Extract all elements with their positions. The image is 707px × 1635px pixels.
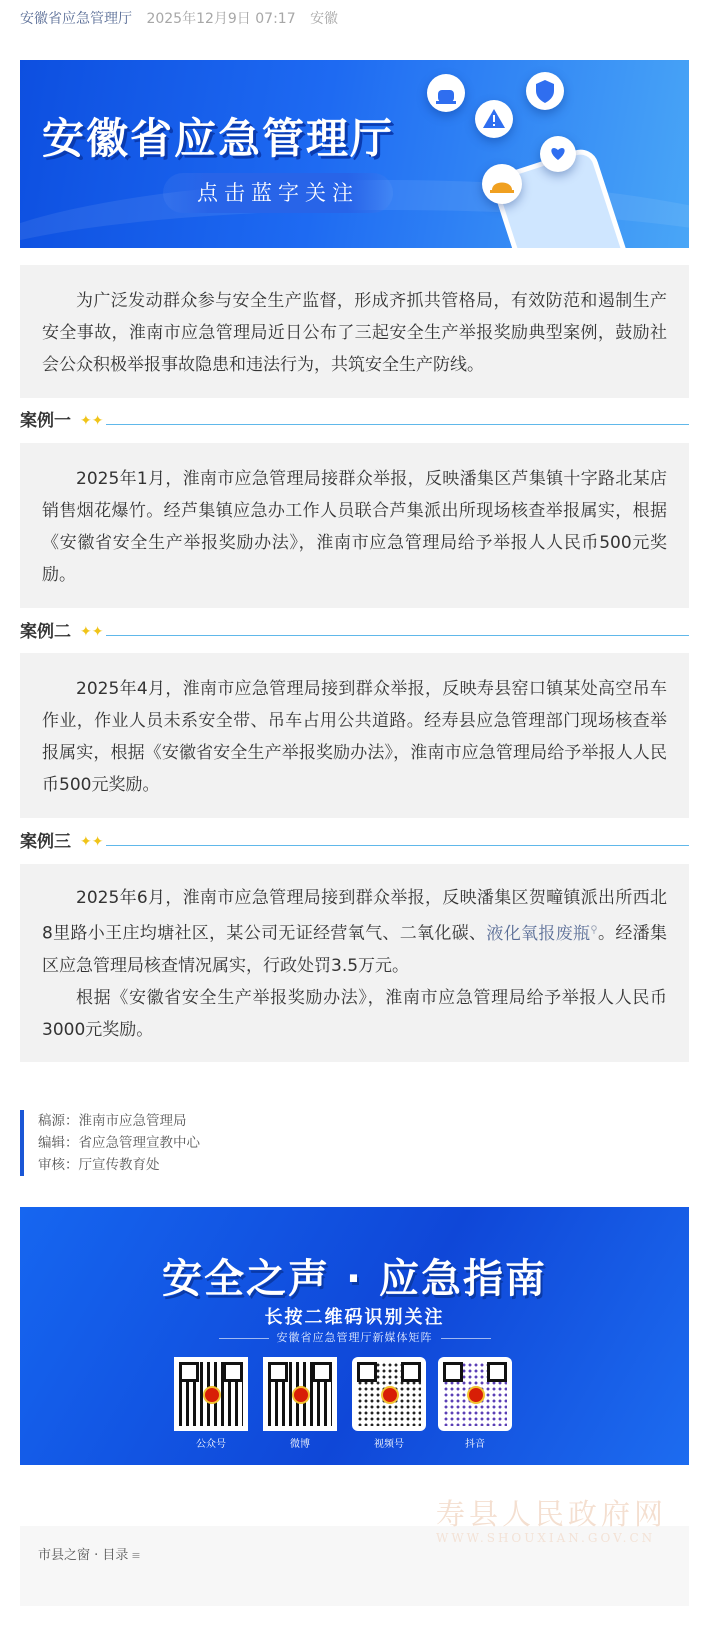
case-heading: [20, 621, 689, 643]
banner-follow-pill[interactable]: 点击蓝字关注: [163, 173, 393, 213]
case-label: 案例一: [20, 411, 71, 431]
follow-banner[interactable]: [20, 60, 689, 248]
site-watermark: [436, 1497, 676, 1545]
case-box: [20, 864, 689, 1062]
collection-link[interactable]: 市县之窗 · 目录: [38, 1548, 129, 1563]
emblem-icon: [381, 1386, 399, 1404]
credit-line: [38, 1154, 320, 1176]
account-name-link[interactable]: 安徽省应急管理厅: [20, 11, 132, 27]
intro-paragraph: 为广泛发动群众参与安全生产监督，形成齐抓共管格局，有效防范和遏制生产安全事故，淮南市应急管理局近日公布了三起安全生产举报奖励典型案例，鼓励社会公众积极举报事故隐患和违法行为，共筑安全生产防线。: [42, 291, 667, 375]
hand-heart-icon: [540, 136, 576, 172]
watermark-url: WWW.SHOUXIAN.GOV.CN: [436, 1531, 656, 1545]
case-paragraph: 2025年4月，淮南市应急管理局接到群众举报，反映寿县窑口镇某处高空吊车作业，作业人员未系安全带、吊车占用公共道路。经寿县应急管理部门现场核查举报属实，根据《安徽省安全生产举报奖励办法》，淮南市应急管理局给予举报人人民币500元奖励。: [42, 679, 667, 795]
qr-code-video[interactable]: [352, 1357, 426, 1431]
media-matrix-banner: [20, 1207, 689, 1465]
qr-code-douyin[interactable]: [438, 1357, 512, 1431]
case-label: 案例三: [20, 832, 71, 852]
case-box: [20, 653, 689, 818]
qr-label: 视频号: [374, 1439, 404, 1450]
watermark-cn: 寿县人民政府网: [436, 1497, 668, 1531]
emblem-icon: [467, 1386, 485, 1404]
case-paragraph: 根据《安徽省安全生产举报奖励办法》，淮南市应急管理局给予举报人人民币3000元奖励。: [42, 987, 667, 1040]
qr-label: 公众号: [196, 1439, 226, 1450]
credit-value: 厅宣传教育处: [78, 1157, 160, 1173]
qr-code-weibo[interactable]: [263, 1357, 337, 1431]
case-paragraph: [42, 882, 667, 982]
case-box: [20, 443, 689, 608]
credit-line: [38, 1132, 320, 1154]
qr-label: 抖音: [465, 1439, 485, 1450]
sparkle-icon: ✦✦: [80, 624, 104, 640]
case-heading: [20, 410, 689, 432]
sparkle-icon: ✦✦: [80, 834, 104, 850]
siren-icon: [427, 74, 465, 112]
divider-line: [106, 845, 689, 846]
publish-datetime: 2025年12月9日 07:17: [146, 11, 296, 27]
divider-line: [106, 635, 689, 636]
qr-label: 微博: [290, 1439, 310, 1450]
warning-icon: [475, 100, 513, 138]
intro-box: [20, 265, 689, 398]
search-icon: ⚲: [590, 924, 598, 935]
matrix-banner-subtitle: 长按二维码识别关注: [264, 1307, 445, 1328]
matrix-banner-title: 安全之声 · 应急指南: [161, 1256, 548, 1302]
credit-label: 编辑：: [38, 1135, 79, 1151]
case-paragraph: 2025年1月，淮南市应急管理局接群众举报，反映潘集区芦集镇十字路北某店销售烟花爆竹。经芦集镇应急办工作人员联合芦集派出所现场核查举报属实，根据《安徽省安全生产举报奖励办法》，淮南市应急管理局给予举报人人民币500元奖励。: [42, 469, 667, 585]
matrix-banner-tagline: [20, 1329, 689, 1345]
credit-value: 省应急管理宣教中心: [78, 1135, 200, 1151]
emblem-icon: [203, 1386, 221, 1404]
credit-line: [38, 1110, 320, 1132]
list-icon: ≡: [131, 1549, 141, 1562]
divider-line: [106, 424, 689, 425]
publish-location: 安徽: [310, 11, 339, 27]
credits-block: [20, 1110, 320, 1176]
sparkle-icon: ✦✦: [80, 413, 104, 429]
qr-code-wechat[interactable]: [174, 1357, 248, 1431]
credit-label: 稿源：: [38, 1113, 79, 1129]
case-label: 案例二: [20, 622, 71, 642]
keyword-search-link[interactable]: [486, 924, 597, 944]
emblem-icon: [292, 1386, 310, 1404]
case-text: 。经潘集区应急管理局核查情况属实，行政处罚3.5万元。: [42, 923, 668, 976]
case-text: 2025年6月，淮南市应急管理局接到群众举报，反映潘集区贺疃镇派出所西北8里路小王庄均塘社区，某公司无证经营氧气、二氧化碳、: [42, 888, 667, 944]
article-meta: [20, 10, 338, 28]
keyword-link-text[interactable]: 液化氧报废瓶: [486, 923, 591, 944]
credit-label: 审核：: [38, 1157, 79, 1173]
case-heading: [20, 831, 689, 853]
tagline-text: 安徽省应急管理厅新媒体矩阵: [276, 1331, 433, 1344]
credit-value: 淮南市应急管理局: [78, 1113, 187, 1129]
banner-title: 安徽省应急管理厅: [42, 114, 395, 163]
shield-icon: [526, 72, 564, 110]
helmet-icon: [482, 164, 522, 204]
